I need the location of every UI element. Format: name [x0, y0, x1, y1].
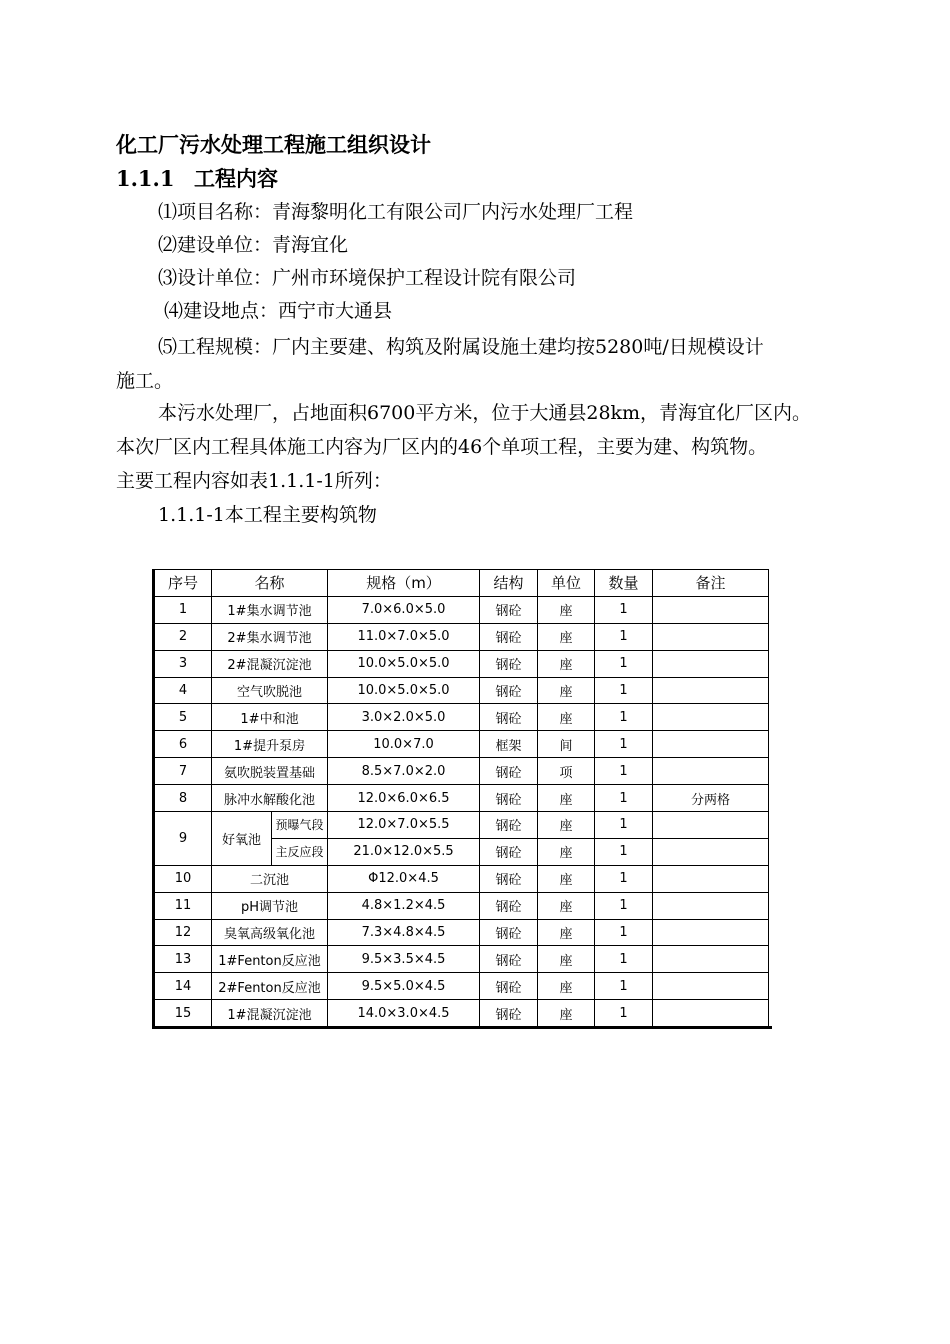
cell-name: 二沉池 — [212, 865, 328, 892]
cell-no: 11 — [154, 892, 212, 919]
cell-name: 1#集水调节池 — [212, 596, 328, 623]
cell-structure: 钢砼 — [480, 865, 538, 892]
cell-note — [653, 1000, 769, 1028]
cell-quantity: 1 — [595, 919, 653, 946]
table-row — [154, 1000, 772, 1028]
cell-quantity: 1 — [595, 973, 653, 1000]
cell-spec: 9.5×5.0×4.5 — [328, 973, 480, 1000]
cell-note — [653, 704, 769, 731]
cell-name: 1#混凝沉淀池 — [212, 1000, 328, 1028]
cell-quantity: 1 — [595, 946, 653, 973]
cell-quantity: 1 — [595, 623, 653, 650]
cell-structure: 钢砼 — [480, 919, 538, 946]
structures-table — [152, 569, 772, 1029]
cell-note — [653, 758, 769, 785]
cell-structure: 钢砼 — [480, 1000, 538, 1028]
cell-no: 6 — [154, 731, 212, 758]
cell-sub-name: 预曝气段 — [272, 812, 328, 839]
cell-spec: 9.5×3.5×4.5 — [328, 946, 480, 973]
cell-name: 2#集水调节池 — [212, 623, 328, 650]
cell-spec: 11.0×7.0×5.0 — [328, 623, 480, 650]
paragraph-line-3: 主要工程内容如表1.1.1-1所列： — [116, 470, 392, 492]
cell-sub-name: 主反应段 — [272, 838, 328, 865]
cell-name: pH调节池 — [212, 892, 328, 919]
table-header-row — [154, 570, 772, 597]
cell-no: 9 — [154, 812, 212, 866]
cell-quantity: 1 — [595, 596, 653, 623]
cell-quantity: 1 — [595, 812, 653, 839]
cell-unit: 项 — [538, 758, 595, 785]
cell-unit: 座 — [538, 865, 595, 892]
cell-no: 13 — [154, 946, 212, 973]
cell-spec: 7.0×6.0×5.0 — [328, 596, 480, 623]
cell-quantity: 1 — [595, 758, 653, 785]
cell-note — [653, 623, 769, 650]
cell-spec: 21.0×12.0×5.5 — [328, 838, 480, 865]
cell-quantity: 1 — [595, 838, 653, 865]
cell-name: 2#Fenton反应池 — [212, 973, 328, 1000]
cell-note — [653, 677, 769, 704]
cell-quantity: 1 — [595, 865, 653, 892]
cell-spec: 10.0×5.0×5.0 — [328, 677, 480, 704]
item-location: ⑷建设地点：西宁市大通县 — [164, 300, 393, 322]
cell-note — [653, 731, 769, 758]
cell-unit: 座 — [538, 973, 595, 1000]
section-title: 工程内容 — [194, 166, 278, 191]
cell-quantity: 1 — [595, 731, 653, 758]
cell-note — [653, 892, 769, 919]
table-caption: 1.1.1-1本工程主要构筑物 — [158, 504, 377, 526]
cell-spec: 14.0×3.0×4.5 — [328, 1000, 480, 1028]
table-row — [154, 919, 772, 946]
cell-spec: 8.5×7.0×2.0 — [328, 758, 480, 785]
header-name: 名称 — [212, 570, 328, 597]
cell-name: 1#中和池 — [212, 704, 328, 731]
cell-spec: 10.0×7.0 — [328, 731, 480, 758]
header-no: 序号 — [154, 570, 212, 597]
cell-note — [653, 973, 769, 1000]
cell-quantity: 1 — [595, 892, 653, 919]
cell-note — [653, 812, 769, 839]
cell-name: 臭氧高级氧化池 — [212, 919, 328, 946]
item-scale-line2: 施工。 — [116, 370, 174, 392]
cell-quantity: 1 — [595, 704, 653, 731]
cell-group-name: 好氧池 — [212, 812, 272, 866]
cell-no: 4 — [154, 677, 212, 704]
header-quantity: 数量 — [595, 570, 653, 597]
cell-unit: 座 — [538, 623, 595, 650]
item-designer: ⑶设计单位：广州市环境保护工程设计院有限公司 — [158, 267, 577, 289]
cell-spec: 7.3×4.8×4.5 — [328, 919, 480, 946]
cell-note — [653, 865, 769, 892]
item-builder: ⑵建设单位：青海宜化 — [158, 234, 349, 256]
cell-note — [653, 946, 769, 973]
cell-name: 空气吹脱池 — [212, 677, 328, 704]
cell-structure: 钢砼 — [480, 650, 538, 677]
table-row — [154, 865, 772, 892]
table-row — [154, 650, 772, 677]
cell-unit: 座 — [538, 919, 595, 946]
cell-no: 10 — [154, 865, 212, 892]
cell-structure: 钢砼 — [480, 946, 538, 973]
cell-note — [653, 650, 769, 677]
cell-note — [653, 838, 769, 865]
cell-spec: Φ12.0×4.5 — [328, 865, 480, 892]
cell-quantity: 1 — [595, 785, 653, 812]
cell-unit: 座 — [538, 677, 595, 704]
cell-name: 脉冲水解酸化池 — [212, 785, 328, 812]
cell-structure: 钢砼 — [480, 623, 538, 650]
table-row — [154, 758, 772, 785]
cell-no: 1 — [154, 596, 212, 623]
cell-spec: 12.0×6.0×6.5 — [328, 785, 480, 812]
cell-structure: 钢砼 — [480, 973, 538, 1000]
cell-unit: 座 — [538, 596, 595, 623]
cell-no: 2 — [154, 623, 212, 650]
cell-no: 12 — [154, 919, 212, 946]
table-row — [154, 596, 772, 623]
cell-structure: 框架 — [480, 731, 538, 758]
cell-unit: 座 — [538, 785, 595, 812]
table-row — [154, 731, 772, 758]
table-row — [154, 623, 772, 650]
cell-structure: 钢砼 — [480, 812, 538, 839]
cell-quantity: 1 — [595, 677, 653, 704]
table-row — [154, 677, 772, 704]
cell-spec: 12.0×7.0×5.5 — [328, 812, 480, 839]
cell-note: 分两格 — [653, 785, 769, 812]
cell-no: 5 — [154, 704, 212, 731]
cell-no: 15 — [154, 1000, 212, 1028]
cell-structure: 钢砼 — [480, 677, 538, 704]
section-heading — [116, 164, 278, 194]
cell-unit: 座 — [538, 1000, 595, 1028]
header-structure: 结构 — [480, 570, 538, 597]
table-row — [154, 892, 772, 919]
cell-no: 14 — [154, 973, 212, 1000]
item-project-name: ⑴项目名称：青海黎明化工有限公司厂内污水处理厂工程 — [158, 201, 634, 223]
cell-spec: 4.8×1.2×4.5 — [328, 892, 480, 919]
cell-spec: 3.0×2.0×5.0 — [328, 704, 480, 731]
paragraph-line-1: 本污水处理厂，占地面积6700平方米，位于大通县28km，青海宜化厂区内。 — [158, 402, 812, 424]
paragraph-line-2: 本次厂区内工程具体施工内容为厂区内的46个单项工程，主要为建、构筑物。 — [116, 436, 768, 458]
cell-no: 3 — [154, 650, 212, 677]
cell-structure: 钢砼 — [480, 838, 538, 865]
cell-unit: 间 — [538, 731, 595, 758]
cell-structure: 钢砼 — [480, 704, 538, 731]
cell-note — [653, 596, 769, 623]
cell-unit: 座 — [538, 704, 595, 731]
cell-name: 1#Fenton反应池 — [212, 946, 328, 973]
table-row — [154, 704, 772, 731]
table-edge — [769, 570, 772, 597]
table-row — [154, 973, 772, 1000]
header-spec: 规格（m） — [328, 570, 480, 597]
cell-name: 2#混凝沉淀池 — [212, 650, 328, 677]
cell-note — [653, 919, 769, 946]
cell-no: 8 — [154, 785, 212, 812]
cell-quantity: 1 — [595, 1000, 653, 1028]
cell-unit: 座 — [538, 892, 595, 919]
item-scale-line1: ⑸工程规模：厂内主要建、构筑及附属设施土建均按5280吨/日规模设计 — [158, 336, 764, 358]
cell-name: 1#提升泵房 — [212, 731, 328, 758]
table-row — [154, 812, 772, 839]
header-unit: 单位 — [538, 570, 595, 597]
table-row — [154, 785, 772, 812]
structures-table-wrap — [152, 569, 772, 1029]
cell-name: 氨吹脱装置基础 — [212, 758, 328, 785]
cell-unit: 座 — [538, 838, 595, 865]
section-number: 1.1.1 — [116, 166, 175, 191]
cell-unit: 座 — [538, 650, 595, 677]
cell-no: 7 — [154, 758, 212, 785]
header-note: 备注 — [653, 570, 769, 597]
table-row — [154, 946, 772, 973]
document-title: 化工厂污水处理工程施工组织设计 — [116, 132, 431, 157]
cell-structure: 钢砼 — [480, 892, 538, 919]
cell-structure: 钢砼 — [480, 758, 538, 785]
cell-spec: 10.0×5.0×5.0 — [328, 650, 480, 677]
cell-unit: 座 — [538, 812, 595, 839]
cell-structure: 钢砼 — [480, 785, 538, 812]
cell-quantity: 1 — [595, 650, 653, 677]
cell-structure: 钢砼 — [480, 596, 538, 623]
cell-unit: 座 — [538, 946, 595, 973]
